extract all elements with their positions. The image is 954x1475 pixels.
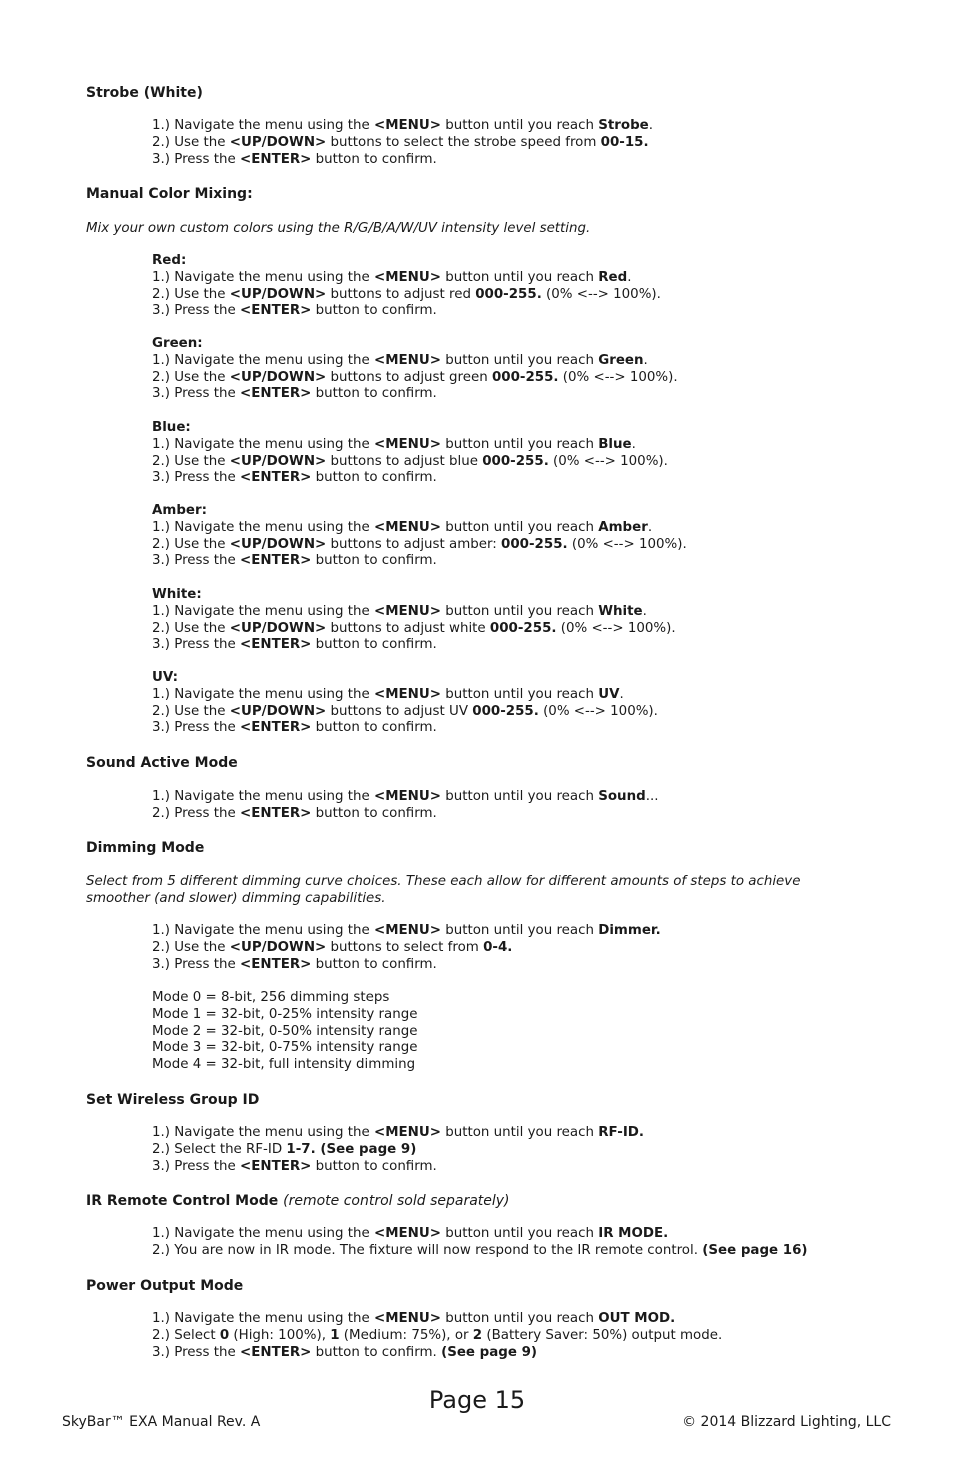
step-text: button until you reach	[440, 352, 599, 368]
step-text: button until you reach	[440, 436, 599, 452]
ir-heading-title: IR Remote Control Mode	[86, 1193, 279, 1209]
step-text: button until you reach	[440, 686, 599, 702]
step-text: 3.) Press the	[152, 637, 240, 653]
heading-sound-active-mode: Sound Active Mode	[86, 755, 238, 771]
instruction-step	[152, 687, 658, 704]
step-emphasis: <MENU>	[373, 118, 441, 133]
step-emphasis: 000-255.	[472, 703, 539, 719]
step-text: (High: 100%),	[229, 1327, 331, 1343]
steps-white	[152, 604, 676, 654]
instruction-step	[152, 270, 661, 287]
step-text: buttons to adjust blue	[326, 453, 483, 469]
step-emphasis: <ENTER>	[240, 956, 312, 972]
step-text: button until you reach	[440, 1125, 599, 1140]
steps-blue	[152, 437, 668, 487]
step-text: .	[627, 269, 632, 285]
step-emphasis: (See page 9)	[441, 1344, 538, 1360]
step-text: 1.) Navigate the menu using the	[152, 1226, 374, 1241]
step-emphasis: <ENTER>	[240, 720, 312, 736]
step-emphasis: Strobe	[598, 118, 649, 133]
color-group-blue	[152, 420, 668, 487]
step-text: 2.) Use the	[152, 939, 230, 955]
footer-copyright: © 2014 Blizzard Lighting, LLC	[682, 1414, 891, 1430]
step-text: button to confirm.	[311, 805, 437, 821]
instruction-step	[152, 1311, 722, 1328]
dimming-mode-item: Mode 0 = 8-bit, 256 dimming steps	[152, 990, 390, 1005]
step-emphasis: <ENTER>	[240, 1158, 312, 1174]
step-text: 1.) Navigate the menu using the	[152, 118, 374, 133]
step-text: 2.) Press the	[152, 805, 240, 821]
steps-amber	[152, 520, 687, 570]
step-text: 2.) Select	[152, 1327, 220, 1343]
step-emphasis: <UP/DOWN>	[229, 536, 327, 552]
step-emphasis: UV	[598, 686, 620, 702]
color-label-red: Red:	[152, 253, 187, 268]
step-emphasis: <MENU>	[373, 789, 441, 804]
step-text: 3.) Press the	[152, 151, 240, 167]
step-text: button until you reach	[440, 923, 599, 938]
instruction-step	[152, 704, 658, 721]
instruction-step	[152, 1125, 644, 1142]
instruction-step	[152, 1159, 644, 1176]
step-emphasis: <UP/DOWN>	[229, 134, 327, 150]
step-text: button until you reach	[440, 1226, 599, 1241]
step-text: .	[648, 118, 654, 133]
color-group-amber	[152, 503, 687, 570]
steps-dimming	[152, 923, 661, 973]
heading-manual-color-mixing: Manual Color Mixing:	[86, 186, 253, 202]
step-text: (0% <--> 100%).	[538, 703, 658, 719]
step-text: 2.) Use the	[152, 286, 230, 302]
step-emphasis: 2	[472, 1327, 483, 1343]
instruction-step	[152, 604, 676, 621]
step-text: 1.) Navigate the menu using the	[152, 603, 374, 619]
step-emphasis: (See page 16)	[702, 1242, 808, 1258]
color-label-green: Green:	[152, 336, 203, 351]
step-text: ...	[645, 789, 659, 804]
instruction-step	[152, 1142, 644, 1159]
step-emphasis: Blue	[598, 436, 632, 452]
step-emphasis: <UP/DOWN>	[229, 939, 327, 955]
instruction-step	[152, 537, 687, 554]
step-text: buttons to adjust UV	[326, 703, 473, 719]
ir-heading-note: (remote control sold separately)	[283, 1193, 510, 1209]
step-text: button until you reach	[440, 118, 599, 133]
step-text: 1.) Navigate the menu using the	[152, 436, 374, 452]
step-emphasis: 0-4.	[483, 939, 513, 955]
step-text: button until you reach	[440, 1311, 599, 1326]
instruction-step	[152, 923, 661, 940]
step-emphasis: 1	[330, 1327, 340, 1343]
instruction-step	[152, 287, 661, 304]
step-text: 2.) Use the	[152, 134, 230, 150]
step-emphasis: OUT MOD.	[598, 1311, 676, 1326]
step-text: 3.) Press the	[152, 1158, 240, 1174]
instruction-step	[152, 437, 668, 454]
step-emphasis: IR MODE.	[598, 1226, 669, 1241]
step-emphasis: <UP/DOWN>	[229, 369, 327, 385]
step-text: .	[643, 352, 648, 368]
step-text: buttons to adjust red	[326, 286, 476, 302]
step-emphasis: <ENTER>	[240, 303, 312, 319]
step-emphasis: 000-255.	[482, 453, 549, 469]
step-emphasis: <UP/DOWN>	[229, 286, 327, 302]
step-emphasis: <MENU>	[373, 1311, 441, 1326]
step-text: 1.) Navigate the menu using the	[152, 789, 374, 804]
instruction-step	[152, 454, 668, 471]
step-emphasis: <MENU>	[373, 352, 441, 368]
step-text: 3.) Press the	[152, 1344, 240, 1360]
step-text: 2.) Use the	[152, 453, 230, 469]
step-emphasis: White	[598, 603, 643, 619]
steps-wireless	[152, 1125, 644, 1175]
step-text: 1.) Navigate the menu using the	[152, 923, 374, 938]
step-text: button to confirm.	[311, 553, 437, 569]
step-text: 2.) You are now in IR mode. The fixture will now respond to the IR remote control.	[152, 1242, 703, 1258]
step-emphasis: Dimmer.	[598, 923, 661, 938]
steps-red	[152, 270, 661, 320]
dimming-mode-item: Mode 1 = 32-bit, 0-25% intensity range	[152, 1006, 418, 1022]
step-text: button to confirm.	[311, 1344, 442, 1360]
step-text: .	[619, 686, 624, 702]
step-text: 3.) Press the	[152, 303, 240, 319]
step-emphasis: <UP/DOWN>	[229, 703, 327, 719]
step-text: .	[647, 519, 653, 535]
heading-wireless-group-id: Set Wireless Group ID	[86, 1092, 260, 1108]
dimming-mode-item: Mode 4 = 32-bit, full intensity dimming	[152, 1057, 416, 1073]
instruction-step	[152, 957, 661, 974]
step-text: (0% <--> 100%).	[541, 286, 661, 302]
heading-power-output-mode: Power Output Mode	[86, 1278, 244, 1294]
instruction-step	[152, 303, 661, 320]
instruction-step	[152, 1345, 722, 1362]
instruction-step	[152, 135, 653, 152]
step-text: buttons to select from	[326, 939, 484, 955]
steps-green	[152, 353, 678, 403]
step-text: buttons to select the strobe speed from	[326, 134, 601, 150]
instruction-step	[152, 806, 659, 823]
step-text: 1.) Navigate the menu using the	[152, 1125, 374, 1140]
step-text: button to confirm.	[311, 1158, 437, 1174]
steps-ir	[152, 1226, 808, 1260]
step-text: button to confirm.	[311, 470, 437, 486]
step-text: (Battery Saver: 50%) output mode.	[482, 1327, 723, 1343]
step-emphasis: Green	[598, 352, 644, 368]
step-text: 1.) Navigate the menu using the	[152, 686, 374, 702]
step-emphasis: 000-255.	[475, 286, 542, 302]
step-emphasis: <MENU>	[373, 1125, 441, 1140]
step-emphasis: <ENTER>	[240, 470, 312, 486]
step-text: 2.) Select the RF-ID	[152, 1141, 287, 1157]
step-text: 2.) Use the	[152, 620, 230, 636]
step-text: 1.) Navigate the menu using the	[152, 269, 374, 285]
instruction-step	[152, 1243, 808, 1260]
instruction-step	[152, 621, 676, 638]
instruction-step	[152, 370, 678, 387]
instruction-step	[152, 1226, 808, 1243]
step-emphasis: 0	[219, 1327, 230, 1343]
dimming-mode-list	[152, 990, 417, 1074]
step-text: button until you reach	[440, 789, 599, 804]
manual-color-intro: Mix your own custom colors using the R/G/B/A/W/UV intensity level setting.	[86, 221, 591, 236]
step-text: button to confirm.	[311, 720, 437, 736]
color-label-uv: UV:	[152, 670, 178, 685]
step-text: 3.) Press the	[152, 553, 240, 569]
instruction-step	[152, 789, 659, 806]
step-text: button until you reach	[440, 269, 599, 285]
step-emphasis: <MENU>	[373, 603, 441, 619]
step-emphasis: <MENU>	[373, 686, 441, 702]
step-emphasis: 000-255.	[489, 620, 557, 636]
step-text: button until you reach	[440, 519, 599, 535]
color-group-green	[152, 336, 678, 403]
color-group-white	[152, 587, 676, 654]
step-text: 2.) Use the	[152, 703, 230, 719]
step-text: button to confirm.	[311, 303, 437, 319]
step-text: (0% <--> 100%).	[556, 620, 676, 636]
instruction-step	[152, 520, 687, 537]
step-text: button to confirm.	[311, 637, 437, 653]
step-text: .	[631, 436, 636, 452]
dimming-mode-item: Mode 3 = 32-bit, 0-75% intensity range	[152, 1040, 418, 1056]
footer-manual-name: SkyBar™ EXA Manual Rev. A	[62, 1414, 261, 1430]
step-text: buttons to adjust white	[326, 620, 490, 636]
step-text: buttons to adjust green	[326, 369, 492, 385]
instruction-step	[152, 1328, 722, 1345]
color-group-red	[152, 253, 661, 320]
step-emphasis: Sound	[598, 789, 646, 804]
heading-dimming-mode: Dimming Mode	[86, 840, 205, 856]
step-text: (0% <--> 100%).	[548, 453, 668, 469]
step-text: (Medium: 75%), or	[339, 1327, 473, 1343]
step-emphasis: <UP/DOWN>	[229, 620, 327, 636]
steps-sound	[152, 789, 659, 823]
steps-strobe	[152, 118, 653, 168]
step-emphasis: 00-15.	[600, 134, 649, 150]
heading-ir-remote-mode	[86, 1193, 510, 1209]
step-emphasis: <UP/DOWN>	[229, 453, 327, 469]
step-text: 3.) Press the	[152, 956, 240, 972]
step-text: 1.) Navigate the menu using the	[152, 1311, 374, 1326]
steps-uv	[152, 687, 658, 737]
step-emphasis: <ENTER>	[240, 151, 312, 167]
step-emphasis: <MENU>	[373, 519, 441, 535]
step-emphasis: 1-7. (See page 9)	[286, 1141, 417, 1157]
instruction-step	[152, 386, 678, 403]
step-emphasis: <MENU>	[373, 923, 441, 938]
color-label-white: White:	[152, 587, 202, 602]
step-emphasis: RF-ID.	[598, 1125, 645, 1140]
instruction-step	[152, 553, 687, 570]
color-label-amber: Amber:	[152, 503, 207, 518]
step-text: button to confirm.	[311, 956, 437, 972]
step-emphasis: <ENTER>	[240, 1344, 312, 1360]
heading-strobe: Strobe (White)	[86, 85, 203, 101]
step-text: 3.) Press the	[152, 720, 240, 736]
step-text: 2.) Use the	[152, 369, 230, 385]
color-group-uv	[152, 670, 658, 737]
color-label-blue: Blue:	[152, 420, 191, 435]
instruction-step	[152, 637, 676, 654]
step-text: (0% <--> 100%).	[558, 369, 678, 385]
step-emphasis: <ENTER>	[240, 553, 312, 569]
step-text: button to confirm.	[311, 151, 437, 167]
step-emphasis: <ENTER>	[240, 386, 312, 402]
step-text: button until you reach	[440, 603, 599, 619]
step-emphasis: Amber	[598, 519, 648, 535]
page-number: Page 15	[428, 1386, 526, 1414]
step-text: .	[642, 603, 647, 619]
step-text: 2.) Use the	[152, 536, 230, 552]
step-emphasis: <MENU>	[373, 1226, 441, 1241]
dimming-intro: Select from 5 different dimming curve choices. These each allow for different amounts of steps to achieve smoother (and slower) dimming capabilities.	[86, 874, 801, 906]
instruction-step	[152, 353, 678, 370]
step-text: 3.) Press the	[152, 386, 240, 402]
step-emphasis: <MENU>	[373, 436, 441, 452]
instruction-step	[152, 940, 661, 957]
dimming-mode-item: Mode 2 = 32-bit, 0-50% intensity range	[152, 1023, 418, 1039]
instruction-step	[152, 470, 668, 487]
instruction-step	[152, 152, 653, 169]
step-text: (0% <--> 100%).	[567, 536, 687, 552]
instruction-step	[152, 118, 653, 135]
step-emphasis: 000-255.	[491, 369, 559, 385]
step-text: 1.) Navigate the menu using the	[152, 519, 374, 535]
step-emphasis: Red	[598, 269, 628, 285]
instruction-step	[152, 720, 658, 737]
step-emphasis: <ENTER>	[240, 805, 312, 821]
step-text: button to confirm.	[311, 386, 437, 402]
step-emphasis: <MENU>	[373, 269, 441, 285]
step-text: 3.) Press the	[152, 470, 240, 486]
steps-power	[152, 1311, 722, 1361]
step-emphasis: <ENTER>	[240, 637, 312, 653]
step-text: buttons to adjust amber:	[326, 536, 502, 552]
step-text: 1.) Navigate the menu using the	[152, 352, 374, 368]
step-emphasis: 000-255.	[501, 536, 568, 552]
